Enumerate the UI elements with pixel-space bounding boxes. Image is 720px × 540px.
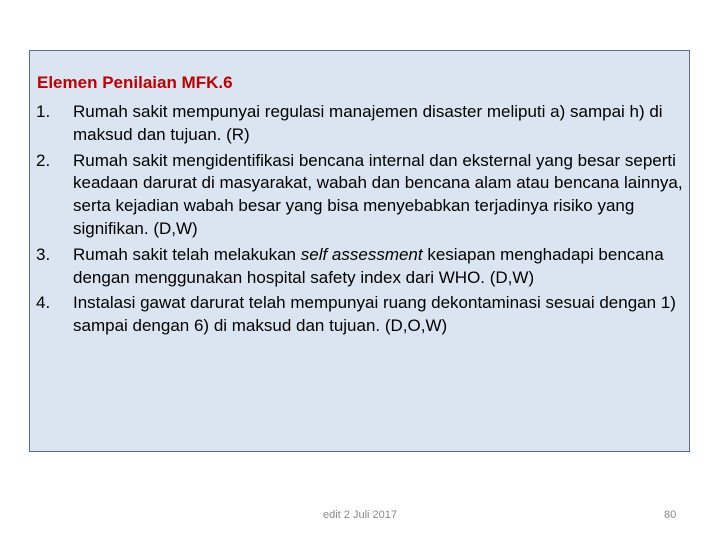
item-number: 1.	[36, 102, 51, 121]
criteria-list	[36, 101, 684, 341]
item-number: 4.	[36, 293, 51, 313]
list-item	[36, 101, 684, 147]
item-text: Rumah sakit mempunyai regulasi manajemen disaster meliputi a) sampai h) di maksud dan tujuan. (R)	[73, 102, 663, 144]
list-item	[36, 244, 684, 290]
list-item	[36, 150, 684, 241]
criteria-panel	[29, 50, 690, 452]
item-text: Instalasi gawat darurat telah mempunyai ruang dekontaminasi sesuai dengan 1) sampai dengan 6) di maksud dan tujuan. (D,O,W)	[73, 293, 676, 336]
item-text: Rumah sakit telah melakukan	[73, 244, 301, 264]
item-text: Rumah sakit mengidentifikasi bencana internal dan eksternal yang besar seperti keadaan darurat di masyarakat, wabah dan bencana alam atau bencana lainnya, serta kejadian wabah besar yang bisa menyebabkan terjadinya risiko yang signifikan. (D,W)	[73, 150, 683, 238]
section-heading: Elemen Penilaian MFK.6	[37, 73, 233, 92]
page-number: 80	[664, 509, 677, 521]
item-text-continued: kesiapan menghadapi bencana dengan menggunakan hospital safety index dari WHO. (D,W)	[73, 244, 664, 287]
item-emphasis: self assessment	[300, 244, 423, 264]
item-number: 2.	[36, 150, 51, 170]
item-number: 3.	[36, 244, 51, 264]
footer-date: edit 2 Juli 2017	[323, 509, 397, 521]
list-item	[36, 292, 684, 338]
